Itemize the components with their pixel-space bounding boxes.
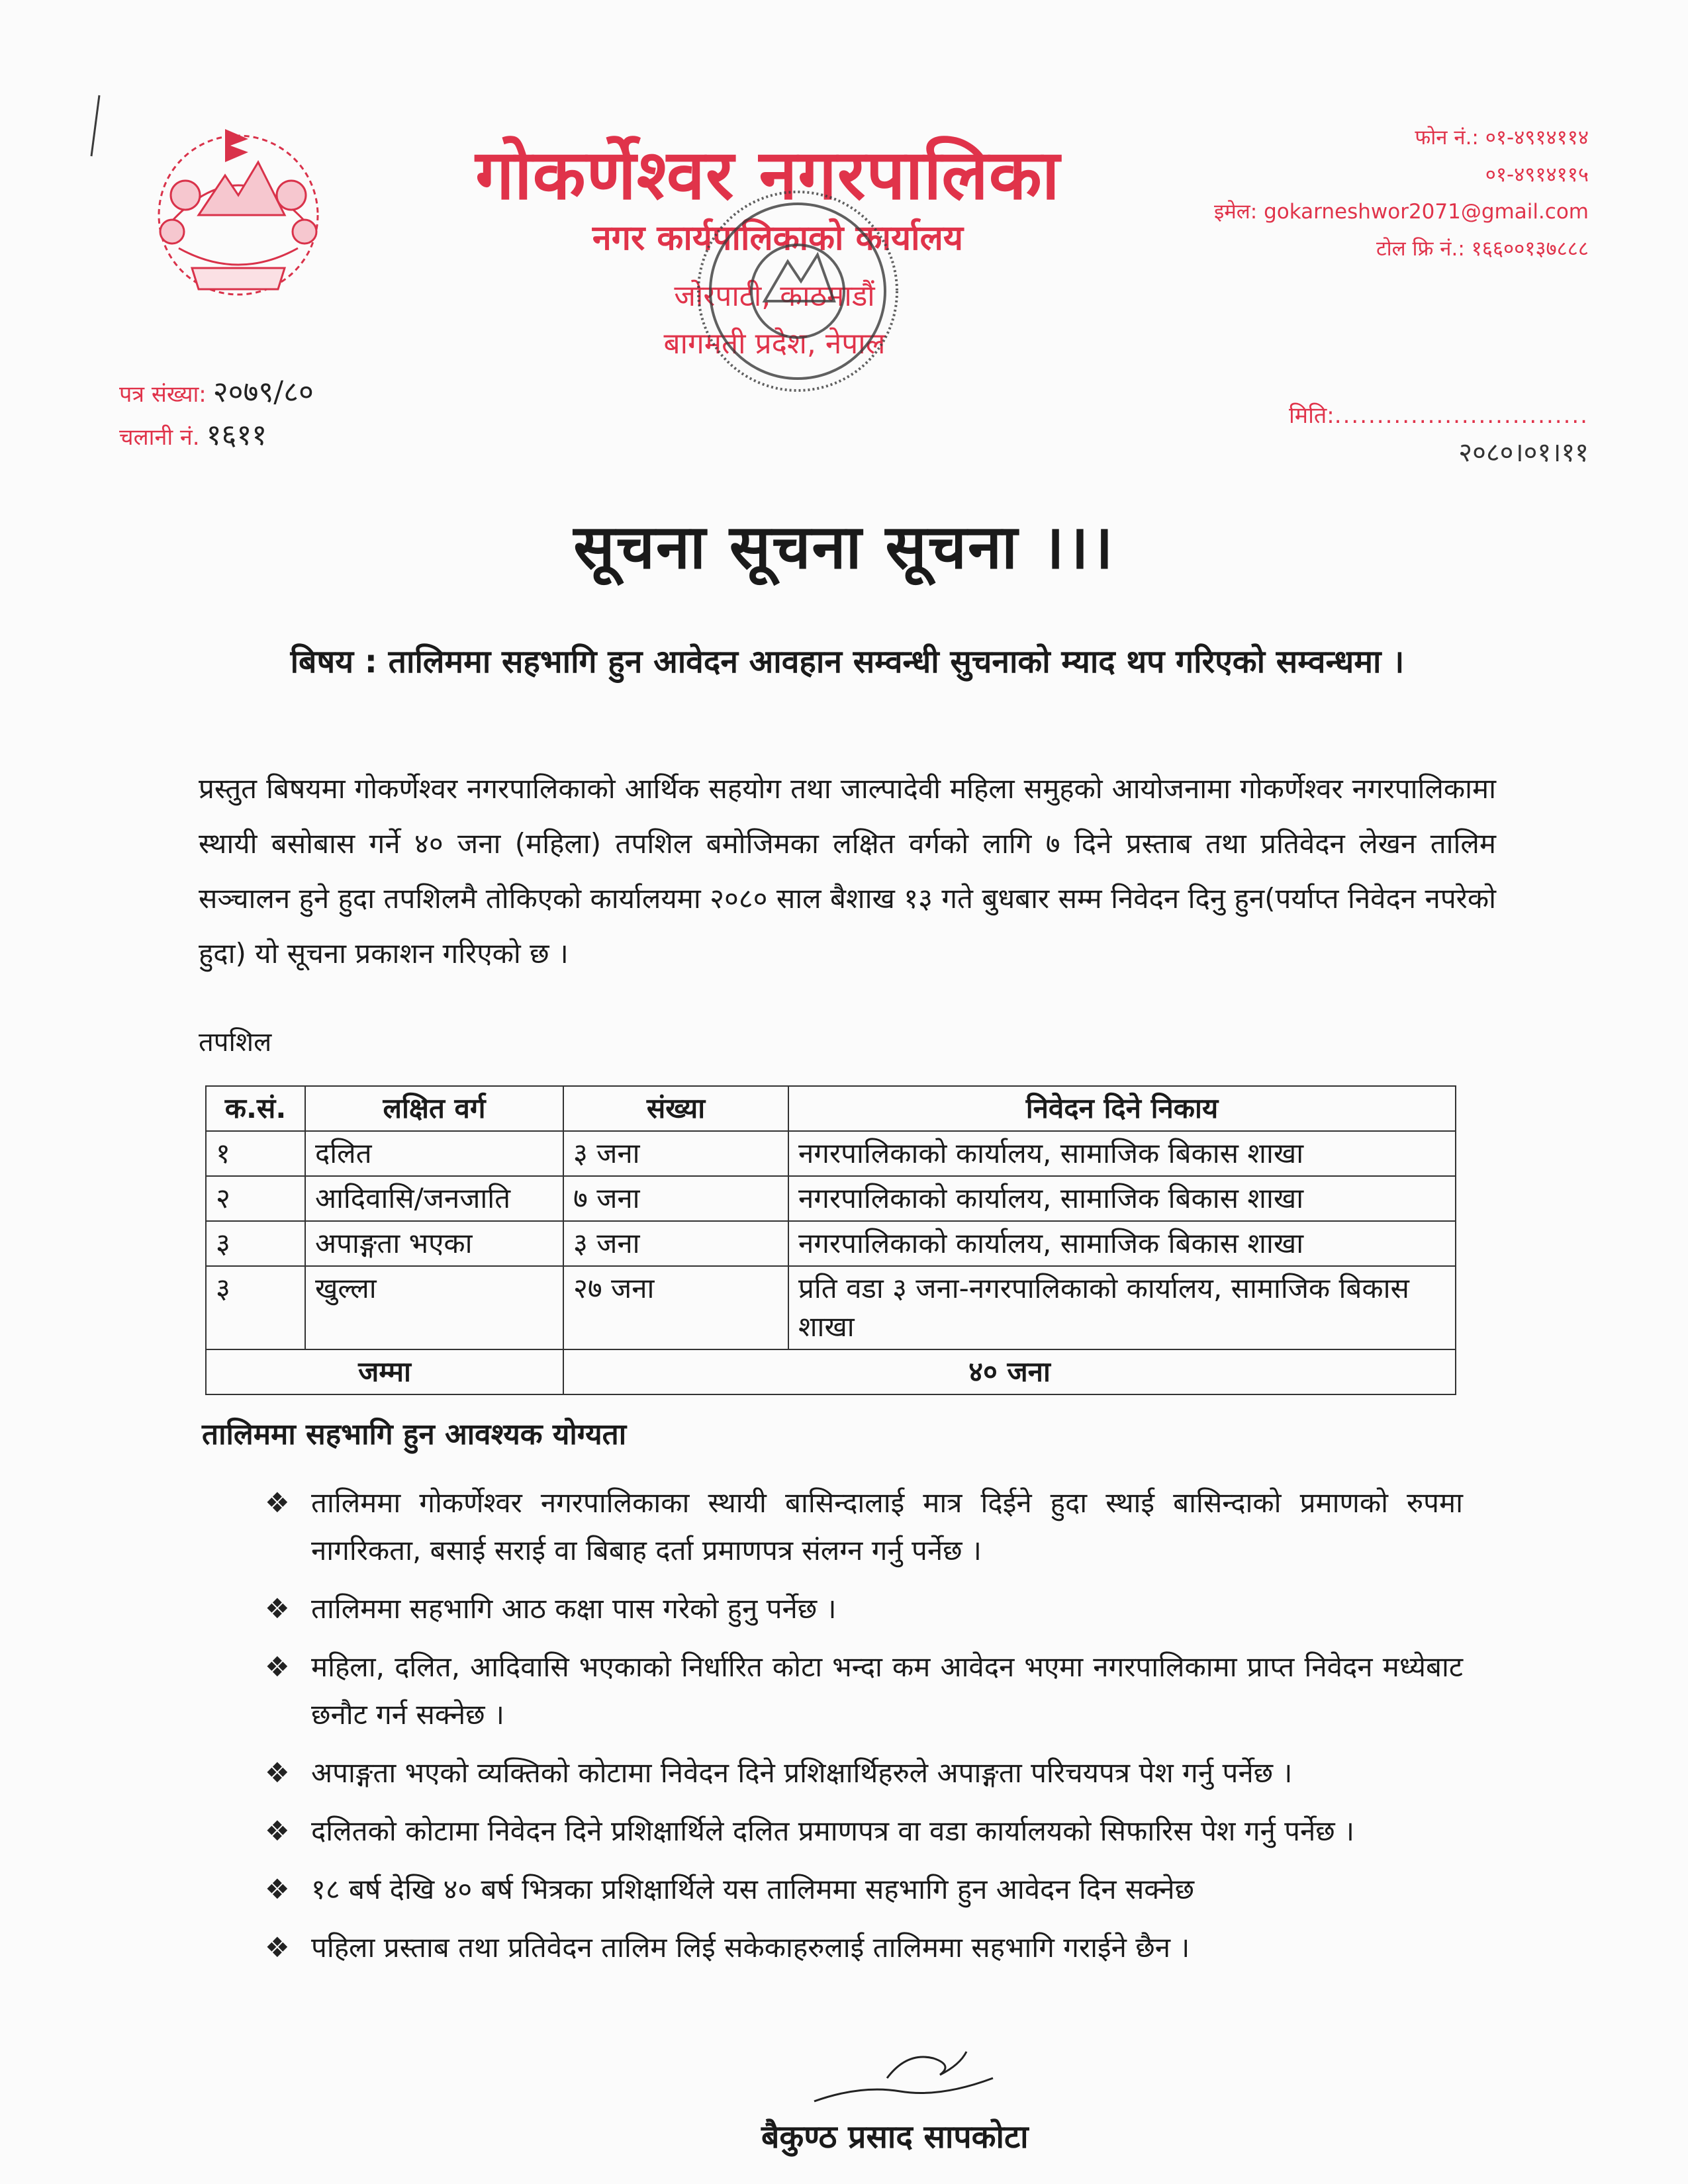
notice-title: सूचना सूचना सूचना ।।। <box>573 512 1115 582</box>
list-item <box>265 1924 1463 1972</box>
qualification-text: पहिला प्रस्ताब तथा प्रतिवेदन तालिम लिई सकेकाहरुलाई तालिममा सहभागि गराईने छैन । <box>311 1931 1190 1964</box>
address-line-2: बागमती प्रदेश, नेपाल <box>663 327 886 361</box>
list-item <box>265 1585 1463 1633</box>
cell-group: दलित <box>305 1131 563 1176</box>
office-name: नगर कार्यपालिकाको कार्यालय <box>592 218 964 258</box>
org-name: गोकर्णेश्वर नगरपालिका <box>475 134 1060 215</box>
tollfree-label: टोल फ्रि नं.: <box>1376 237 1465 261</box>
date-block <box>1192 397 1589 471</box>
phone-1: ०१-४९१४११४ <box>1485 126 1589 150</box>
cell-office: नगरपालिकाको कार्यालय, सामाजिक बिकास शाखा <box>788 1131 1456 1176</box>
header-count: संख्या <box>563 1086 788 1131</box>
diamond-bullet-icon: ❖ <box>265 1651 290 1683</box>
list-item <box>265 1749 1463 1797</box>
nepal-emblem-icon <box>126 116 351 314</box>
diamond-bullet-icon: ❖ <box>265 1815 290 1847</box>
qualifications-list <box>265 1479 1463 1982</box>
table-header-row <box>206 1086 1456 1131</box>
email-label: इमेल: <box>1214 200 1258 224</box>
qualification-text: महिला, दलित, आदिवासि भएकाको निर्धारित कोटा भन्दा कम आवेदन भएमा नगरपालिकामा प्राप्त निवेदन मध्येबाट छनौट गर्न सक्नेछ । <box>311 1651 1463 1731</box>
reference-block <box>119 372 314 458</box>
list-item <box>265 1866 1463 1913</box>
total-label: जम्मा <box>206 1349 563 1394</box>
cell-office: नगरपालिकाको कार्यालय, सामाजिक बिकास शाखा <box>788 1221 1456 1266</box>
dispatch-label: चलानी नं. <box>119 424 200 451</box>
list-item <box>265 1807 1463 1855</box>
quota-table <box>205 1085 1456 1395</box>
date-label: मिति: <box>1288 402 1335 429</box>
notice-subject: बिषय : तालिममा सहभागि हुन आवेदन आवहान सम्वन्धी सुचनाको म्याद थप गरिएको सम्वन्धमा । <box>290 643 1405 680</box>
header-sn: क.सं. <box>206 1086 305 1131</box>
address-line-1: जोरपाटी, काठमाडौं <box>674 279 875 313</box>
table-row <box>206 1131 1456 1176</box>
office-seal-stamp <box>682 175 914 407</box>
cell-count: ७ जना <box>563 1176 788 1221</box>
diamond-bullet-icon: ❖ <box>265 1873 290 1905</box>
qualification-text: अपाङ्गता भएको व्यक्तिको कोटामा निवेदन दिने प्रशिक्षार्थिहरुले अपाङ्गता परिचयपत्र पेश गर्नु पर्नेछ । <box>311 1756 1293 1789</box>
list-item <box>265 1479 1463 1574</box>
phone-label: फोन नं.: <box>1415 126 1479 150</box>
email-address: gokarneshwor2071@gmail.com <box>1264 200 1589 224</box>
cell-sn: ३ <box>206 1221 305 1266</box>
cell-sn: १ <box>206 1131 305 1176</box>
cell-group: आदिवासि/जनजाति <box>305 1176 563 1221</box>
tollfree-number: १६६००१३७८८८ <box>1471 237 1589 261</box>
dispatch-no: १६११ <box>206 418 267 452</box>
list-item <box>265 1643 1463 1739</box>
table-total-row <box>206 1349 1456 1394</box>
annex-label: तपशिल <box>199 1027 272 1058</box>
phone-2: ०१-४९१४११५ <box>1485 163 1589 187</box>
qualification-text: १८ बर्ष देखि ४० बर्ष भित्रका प्रशिक्षार्थिले यस तालिममा सहभागि हुन आवेदन दिन सक्नेछ <box>311 1873 1195 1905</box>
table-row <box>206 1266 1456 1349</box>
letter-no: २०७९/८० <box>212 375 314 409</box>
notice-paragraph: प्रस्तुत बिषयमा गोकर्णेश्वर नगरपालिकाको आर्थिक सहयोग तथा जाल्पादेवी महिला समुहको आयोजनामा गोकर्णेश्वर नगरपालिकामा स्थायी बसोबास गर्ने ४० जना (महिला) तपशिल बमोजिमका लक्षित वर्गको लागि ७ दिने प्रस्ताब तथा प्रतिवेदन लेखन तालिम सञ्चालन हुने हुदा तपशिलमै तोकिएको कार्यालयमा २०८० साल बैशाख १३ गते बुधबार सम्म निवेदन दिनु हुन(पर्याप्त निवेदन नपरेको हुदा) यो सूचना प्रकाशन गरिएको छ । <box>199 772 1496 970</box>
diamond-bullet-icon: ❖ <box>265 1756 290 1789</box>
cell-count: ३ जना <box>563 1221 788 1266</box>
qualification-text: तालिममा गोकर्णेश्वर नगरपालिकाका स्थायी बासिन्दालाई मात्र दिईने हुदा स्थाई बासिन्दाको प्रमाणको रुपमा नागरिकता, बसाई सराई वा बिबाह दर्ता प्रमाणपत्र संलग्न गर्नु पर्नेछ । <box>311 1486 1463 1567</box>
date-dots: .............................. <box>1334 402 1589 429</box>
contact-block <box>1125 119 1589 267</box>
cell-group: खुल्ला <box>305 1266 563 1349</box>
letter-no-label: पत्र संख्या: <box>119 381 207 408</box>
cell-office: नगरपालिकाको कार्यालय, सामाजिक बिकास शाखा <box>788 1176 1456 1221</box>
qualification-text: दलितको कोटामा निवेदन दिने प्रशिक्षार्थिले दलित प्रमाणपत्र वा वडा कार्यालयको सिफारिस पेश गर्नु पर्नेछ । <box>311 1815 1355 1847</box>
cell-count: २७ जना <box>563 1266 788 1349</box>
table-row <box>206 1176 1456 1221</box>
cell-sn: २ <box>206 1176 305 1221</box>
total-value: ४० जना <box>563 1349 1456 1394</box>
header-target-group: लक्षित वर्ग <box>305 1086 563 1131</box>
qualifications-title: तालिममा सहभागि हुन आवश्यक योग्यता <box>202 1418 627 1451</box>
cell-sn: ३ <box>206 1266 305 1349</box>
diamond-bullet-icon: ❖ <box>265 1486 290 1519</box>
cell-group: अपाङ्गता भएका <box>305 1221 563 1266</box>
table-row <box>206 1221 1456 1266</box>
cell-office: प्रति वडा ३ जना-नगरपालिकाको कार्यालय, सामाजिक बिकास शाखा <box>788 1266 1456 1349</box>
diamond-bullet-icon: ❖ <box>265 1592 290 1625</box>
qualification-text: तालिममा सहभागि आठ कक्षा पास गरेको हुनु पर्नेछ । <box>311 1592 837 1625</box>
signer-name: बैकुण्ठ प्रसाद सापकोटा <box>761 2118 1029 2156</box>
header-office: निवेदन दिने निकाय <box>788 1086 1456 1131</box>
cell-count: ३ जना <box>563 1131 788 1176</box>
handwritten-signature <box>801 2038 1013 2111</box>
date-value: २०८०।०१।११ <box>1458 437 1589 468</box>
diamond-bullet-icon: ❖ <box>265 1931 290 1964</box>
pen-mark <box>86 93 106 159</box>
